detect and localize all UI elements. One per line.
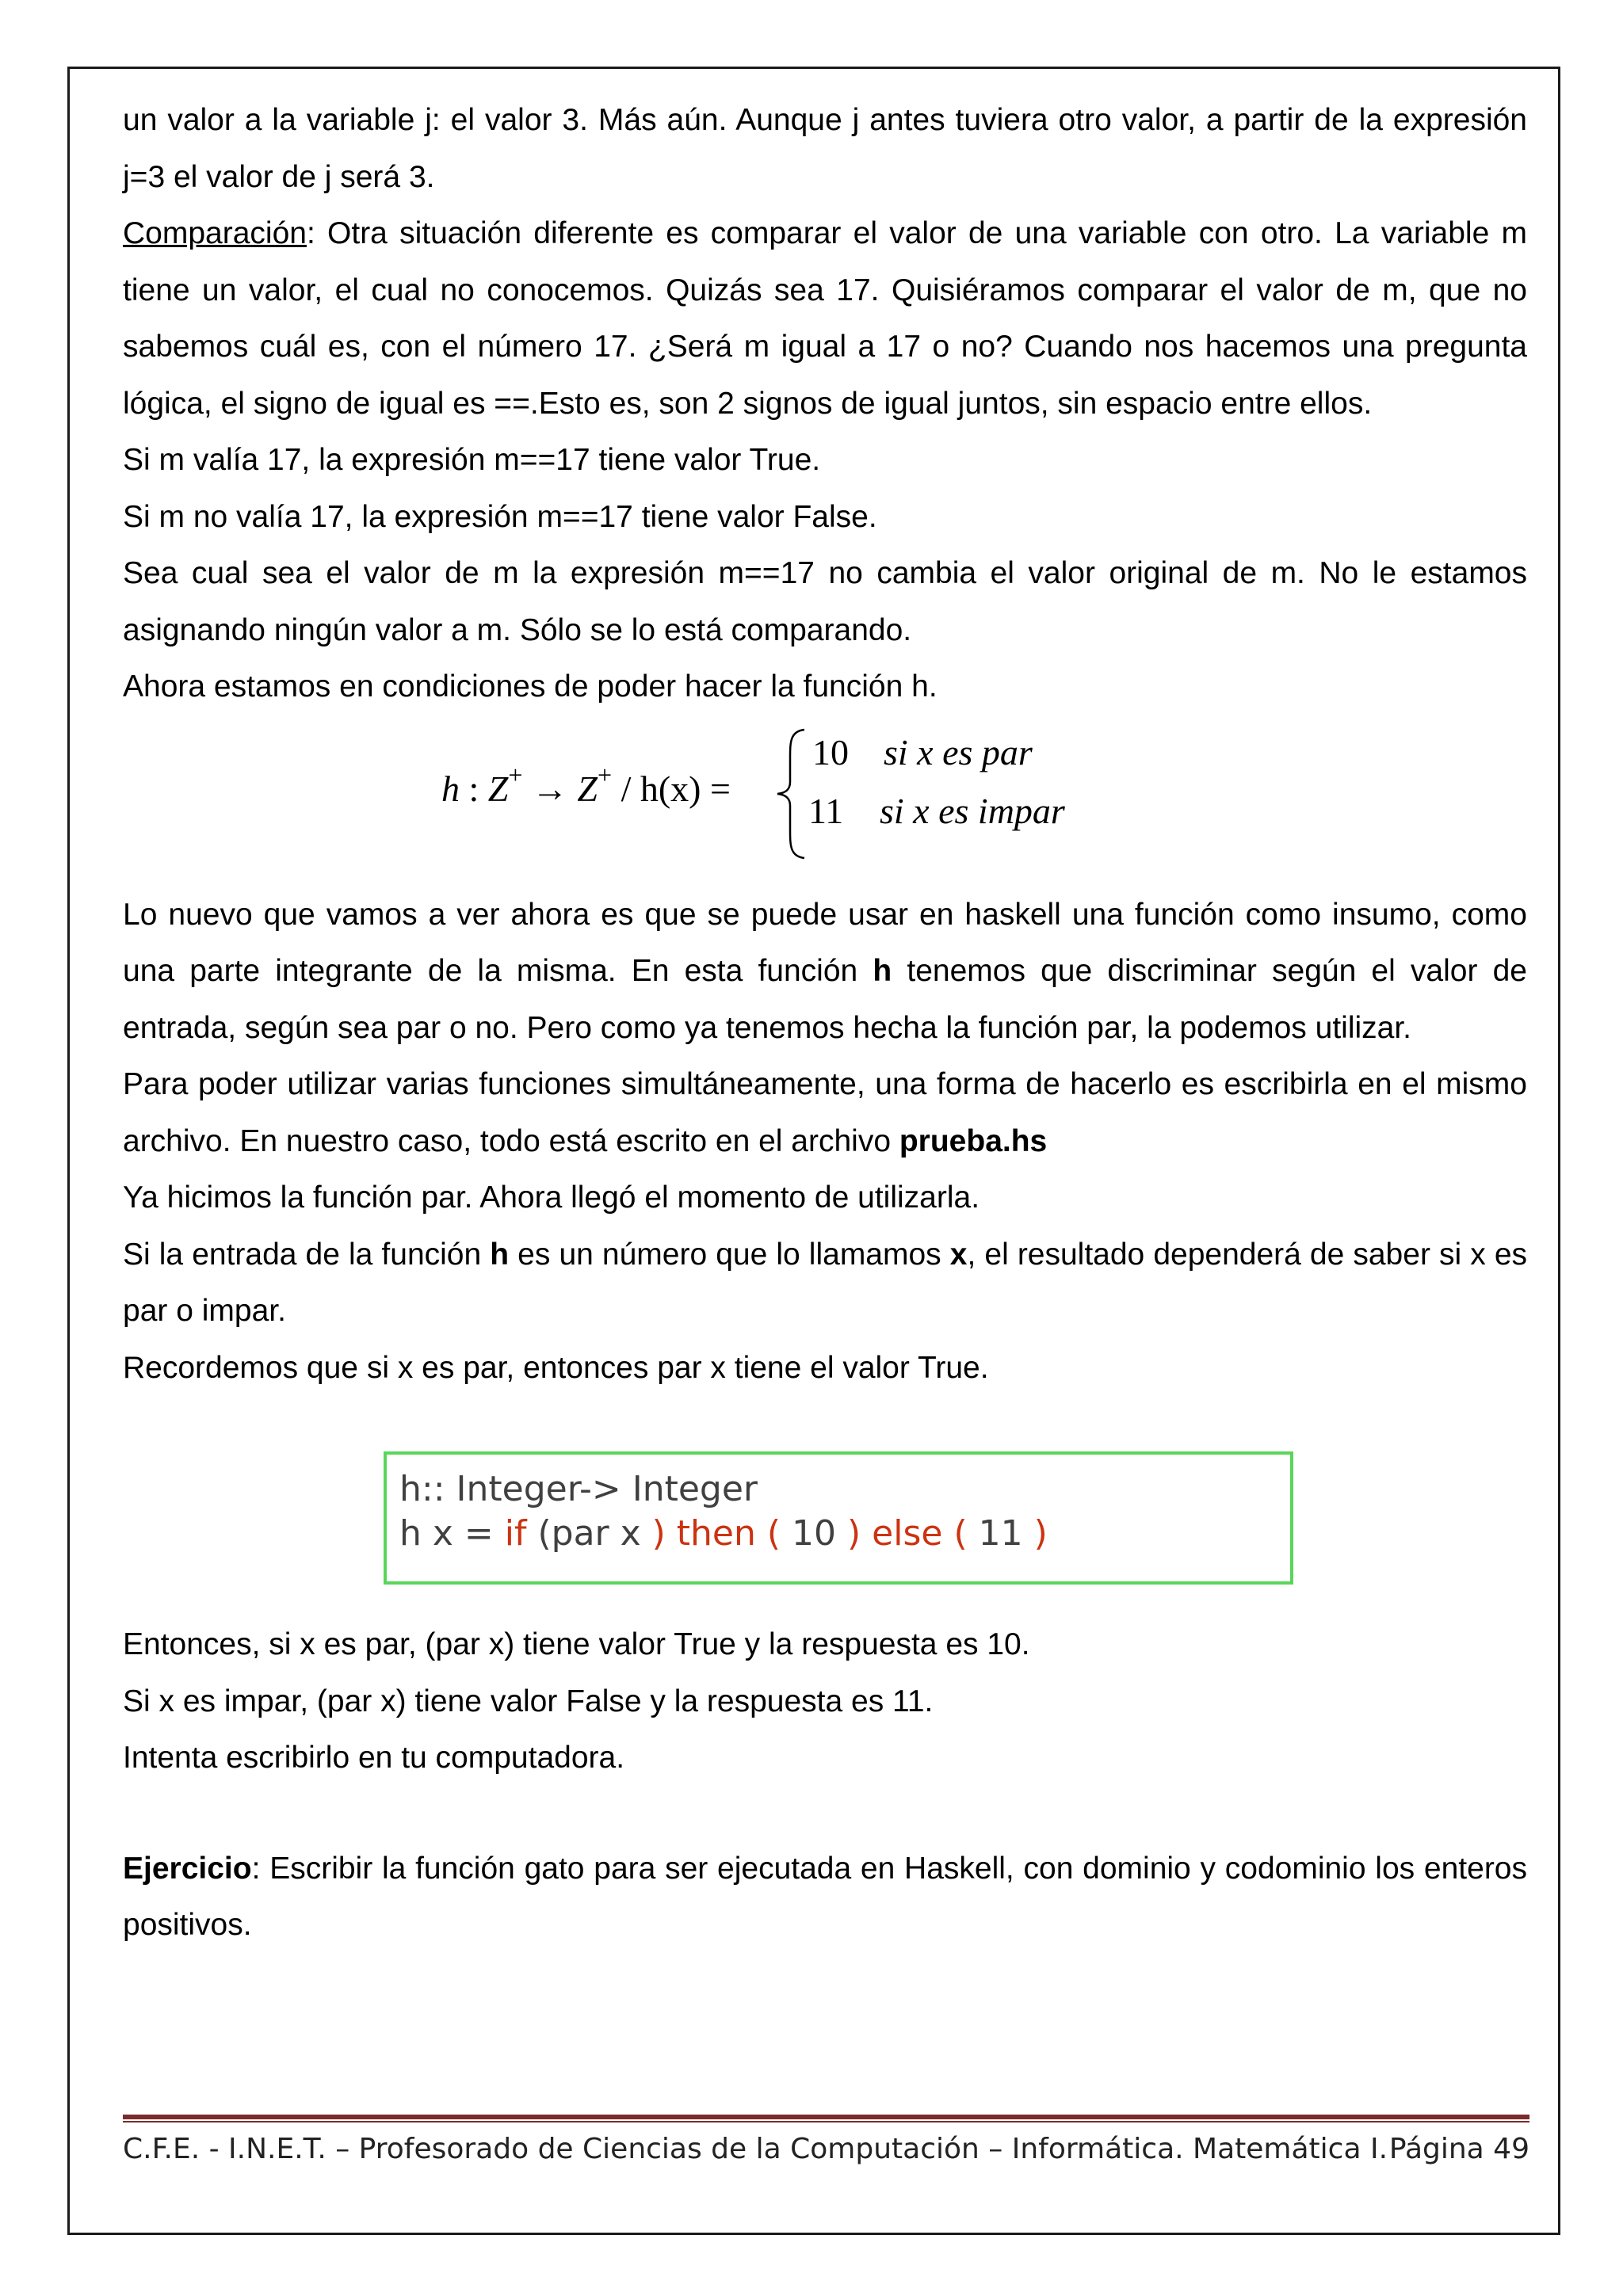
formula-domain: Z bbox=[487, 768, 509, 809]
text: es un número que lo llamamos bbox=[509, 1237, 950, 1272]
paragraph bbox=[123, 1226, 1527, 1340]
text: : Escribir la función gato para ser ejecutada en Haskell, con dominio y codominio los enteros positivos. bbox=[123, 1851, 1527, 1942]
paragraph: Recordemos que si x es par, entonces par x tiene el valor True. bbox=[123, 1350, 989, 1385]
paragraph bbox=[123, 1056, 1527, 1169]
footer-rule-thin bbox=[123, 2121, 1529, 2122]
page-content bbox=[123, 92, 1527, 1954]
case-odd bbox=[808, 790, 1065, 832]
paragraph: Ahora estamos en condiciones de poder hacer la función h. bbox=[123, 669, 938, 704]
code-line-2 bbox=[399, 1512, 1290, 1556]
case-even bbox=[812, 731, 1033, 773]
case-value: 11 bbox=[808, 790, 844, 831]
footer-rule bbox=[123, 2115, 1529, 2119]
bold-text: h bbox=[873, 954, 892, 988]
case-value: 10 bbox=[812, 731, 849, 772]
code-keyword: ) else ( bbox=[836, 1513, 979, 1554]
code-block bbox=[384, 1451, 1293, 1585]
paragraph-text: : Otra situación diferente es comparar el valor de una variable con otro. La variable m tiene un valor, el cual no conocemos. Quizás sea 17. Quisiéramos comparar el valor de m, que no sabemos cuál es, con el número 17. ¿Será m igual a 17 o no? Cuando nos hacemos una pregunta lógica, el signo de igual es ==.Esto es, son 2 signos de igual juntos, sin espacio entre ellos. bbox=[123, 216, 1527, 421]
paragraph: Si x es impar, (par x) tiene valor False y la respuesta es 11. bbox=[123, 1684, 934, 1718]
formula-rest: / h(x) = bbox=[612, 768, 731, 809]
text: Para poder utilizar varias funciones simultáneamente, una forma de hacerlo es escribirla en el mismo archivo. En nuestro caso, todo está escrito en el archivo bbox=[123, 1067, 1527, 1158]
page-footer bbox=[123, 2133, 1529, 2165]
code-keyword: if bbox=[504, 1513, 527, 1554]
text: , el resultado dependerá de saber si x es par o impar. bbox=[123, 1237, 1528, 1328]
formula-codomain: Z bbox=[577, 768, 598, 809]
formula-lhs bbox=[441, 760, 731, 810]
bold-text: h bbox=[490, 1237, 510, 1272]
formula-superscript: + bbox=[598, 760, 613, 789]
paragraph: Si m valía 17, la expresión m==17 tiene valor True. bbox=[123, 443, 821, 477]
code-token: (par x bbox=[526, 1513, 652, 1554]
case-condition: si x es par bbox=[884, 731, 1033, 772]
formula-superscript: + bbox=[508, 760, 523, 789]
paragraph-ejercicio bbox=[123, 1840, 1527, 1954]
footer-course: C.F.E. - I.N.E.T. – Profesorado de Ciencias de la Computación – Informática. Matemática I. bbox=[123, 2133, 1388, 2165]
formula-h: h bbox=[441, 768, 460, 809]
term-comparacion: Comparación bbox=[123, 216, 307, 250]
left-brace-icon bbox=[773, 727, 809, 861]
text: Lo nuevo que vamos a ver ahora es que se puede usar en haskell una función como insumo, como una parte integrante de la misma. En esta función bbox=[123, 897, 1527, 988]
paragraph: Si m no valía 17, la expresión m==17 tiene valor False. bbox=[123, 499, 877, 534]
paragraph: Ya hicimos la función par. Ahora llegó el momento de utilizarla. bbox=[123, 1180, 980, 1215]
spacer bbox=[123, 1787, 1527, 1840]
formula-arrow: → bbox=[522, 768, 578, 809]
case-condition: si x es impar bbox=[880, 790, 1065, 831]
bold-text: x bbox=[949, 1237, 968, 1272]
paragraph: Intenta escribirlo en tu computadora. bbox=[123, 1741, 625, 1775]
code-token: 11 bbox=[978, 1513, 1023, 1554]
paragraph: un valor a la variable j: el valor 3. Más aún. Aunque j antes tuviera otro valor, a partir de la expresión j=3 el valor de j será 3. bbox=[123, 103, 1527, 194]
code-keyword: ) then ( bbox=[651, 1513, 792, 1554]
code-token: h x = bbox=[399, 1513, 505, 1554]
code-line-1: h:: Integer-> Integer bbox=[399, 1469, 758, 1509]
page-number: Página 49 bbox=[1388, 2133, 1529, 2165]
paragraph bbox=[123, 887, 1527, 1057]
paragraph-comparacion bbox=[123, 205, 1527, 432]
paragraph: Entonces, si x es par, (par x) tiene valor True y la respuesta es 10. bbox=[123, 1627, 1030, 1661]
text: tenemos que discriminar según el valor de entrada, según sea par o no. Pero como ya tenemos hecha la función par, la podemos utilizar. bbox=[123, 954, 1527, 1045]
filename: prueba.hs bbox=[899, 1123, 1048, 1158]
paragraph: Sea cual sea el valor de m la expresión m==17 no cambia el valor original de m. No le estamos asignando ningún valor a m. Sólo se lo está comparando. bbox=[123, 556, 1527, 647]
code-keyword: ) bbox=[1022, 1513, 1048, 1554]
term-ejercicio: Ejercicio bbox=[123, 1851, 252, 1886]
function-definition-formula bbox=[123, 723, 1527, 880]
text: Si la entrada de la función bbox=[123, 1237, 491, 1272]
code-token: 10 bbox=[792, 1513, 837, 1554]
formula-colon: : bbox=[460, 768, 488, 809]
